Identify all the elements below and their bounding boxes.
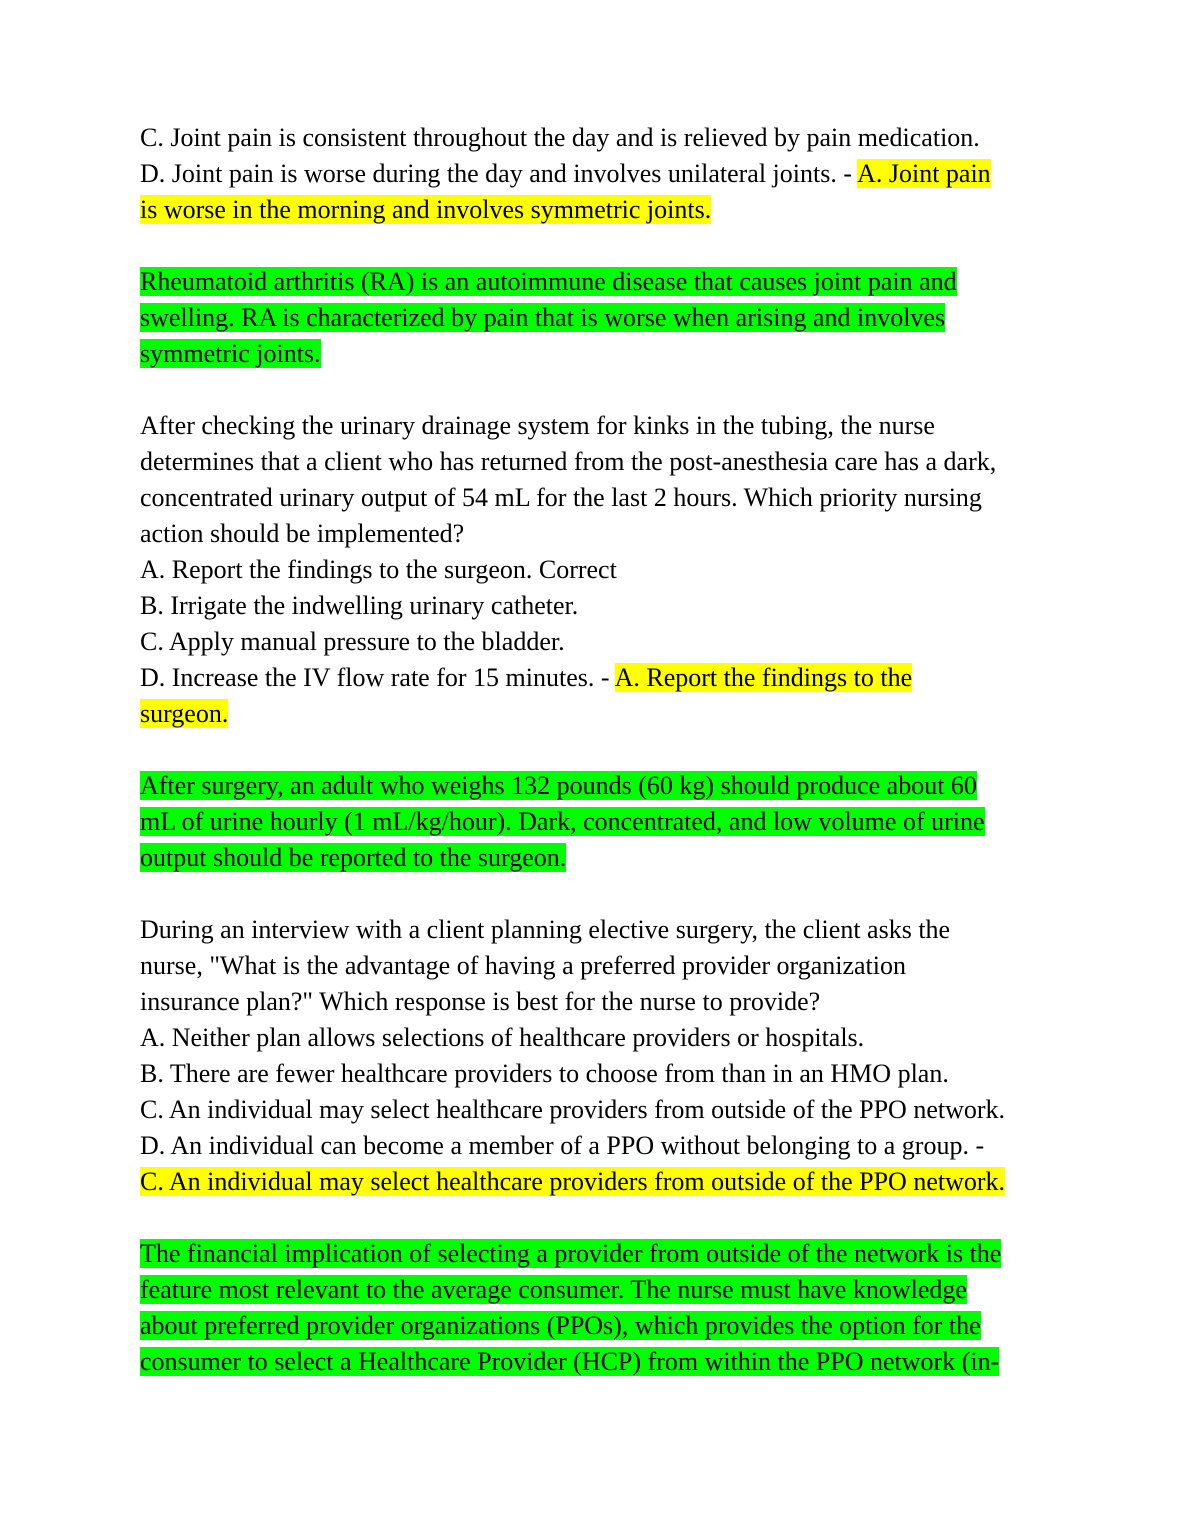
q2-stem-line: determines that a client who has returned from the post-anesthesia care has a dark, xyxy=(140,447,997,476)
q2-option-a: A. Report the findings to the surgeon. Correct xyxy=(140,555,617,584)
q3-option-a: A. Neither plan allows selections of healthcare providers or hospitals. xyxy=(140,1023,865,1052)
q1-rationale-text: swelling. RA is characterized by pain that is worse when arising and involves xyxy=(140,303,946,332)
q2-option-d: D. Increase the IV flow rate for 15 minutes. - xyxy=(140,663,610,692)
q1-option-d-line xyxy=(140,156,1055,192)
paragraph-gap xyxy=(140,876,1055,912)
paragraph-gap xyxy=(140,228,1055,264)
q3-stem-line: insurance plan?" Which response is best for the nurse to provide? xyxy=(140,987,821,1016)
q3-answer-line xyxy=(140,1164,1055,1200)
q3-option-c: C. An individual may select healthcare providers from outside of the PPO network. xyxy=(140,1095,1006,1124)
q1-rationale-text: Rheumatoid arthritis (RA) is an autoimmune disease that causes joint pain and xyxy=(140,267,957,296)
q2-option-c: C. Apply manual pressure to the bladder. xyxy=(140,627,565,656)
q2-rationale-text: After surgery, an adult who weighs 132 pounds (60 kg) should produce about 60 xyxy=(140,771,977,800)
q2-rationale-text: mL of urine hourly (1 mL/kg/hour). Dark, concentrated, and low volume of urine xyxy=(140,807,985,836)
document-page xyxy=(140,120,1055,1380)
q2-answer-part2: surgeon. xyxy=(140,699,229,728)
q1-rationale-text: symmetric joints. xyxy=(140,339,321,368)
paragraph-gap xyxy=(140,1200,1055,1236)
paragraph-gap xyxy=(140,372,1055,408)
q3-rationale-text: feature most relevant to the average consumer. The nurse must have knowledge xyxy=(140,1275,967,1304)
q2-stem-line: concentrated urinary output of 54 mL for the last 2 hours. Which priority nursing xyxy=(140,483,982,512)
q3-rationale-text: about preferred provider organizations (PPOs), which provides the option for the xyxy=(140,1311,981,1340)
q1-rationale-line xyxy=(140,264,1055,300)
q2-option-b: B. Irrigate the indwelling urinary catheter. xyxy=(140,591,579,620)
q3-stem-line: nurse, "What is the advantage of having a preferred provider organization xyxy=(140,951,906,980)
q3-option-b: B. There are fewer healthcare providers to choose from than in an HMO plan. xyxy=(140,1059,949,1088)
paragraph-gap xyxy=(140,732,1055,768)
q3-rationale-line xyxy=(140,1344,1055,1380)
q1-option-d: D. Joint pain is worse during the day and involves unilateral joints. - xyxy=(140,159,852,188)
q1-answer-part2: is worse in the morning and involves symmetric joints. xyxy=(140,195,712,224)
q1-option-c: C. Joint pain is consistent throughout the day and is relieved by pain medication. xyxy=(140,123,980,152)
q2-option-d-line xyxy=(140,660,1055,696)
q3-rationale-text: consumer to select a Healthcare Provider (HCP) from within the PPO network (in- xyxy=(140,1347,1000,1376)
q3-rationale-line xyxy=(140,1308,1055,1344)
q3-stem-line: During an interview with a client planning elective surgery, the client asks the xyxy=(140,915,951,944)
q3-option-d: D. An individual can become a member of a PPO without belonging to a group. - xyxy=(140,1131,985,1160)
q1-rationale-line xyxy=(140,300,1055,336)
q2-answer-part1: A. Report the findings to the xyxy=(614,663,913,692)
q1-rationale-line xyxy=(140,336,1055,372)
q2-rationale-line xyxy=(140,840,1055,876)
q3-rationale-line xyxy=(140,1236,1055,1272)
q2-rationale-line xyxy=(140,768,1055,804)
q2-rationale-line xyxy=(140,804,1055,840)
q3-answer: C. An individual may select healthcare providers from outside of the PPO network. xyxy=(140,1167,1006,1196)
q2-stem-line: action should be implemented? xyxy=(140,519,465,548)
q3-rationale-text: The financial implication of selecting a provider from outside of the network is the xyxy=(140,1239,1002,1268)
q1-answer-part1: A. Joint pain xyxy=(857,159,991,188)
q2-stem-line: After checking the urinary drainage system for kinks in the tubing, the nurse xyxy=(140,411,935,440)
q2-answer-line xyxy=(140,696,1055,732)
q1-answer-line xyxy=(140,192,1055,228)
q2-rationale-text: output should be reported to the surgeon. xyxy=(140,843,567,872)
q3-rationale-line xyxy=(140,1272,1055,1308)
